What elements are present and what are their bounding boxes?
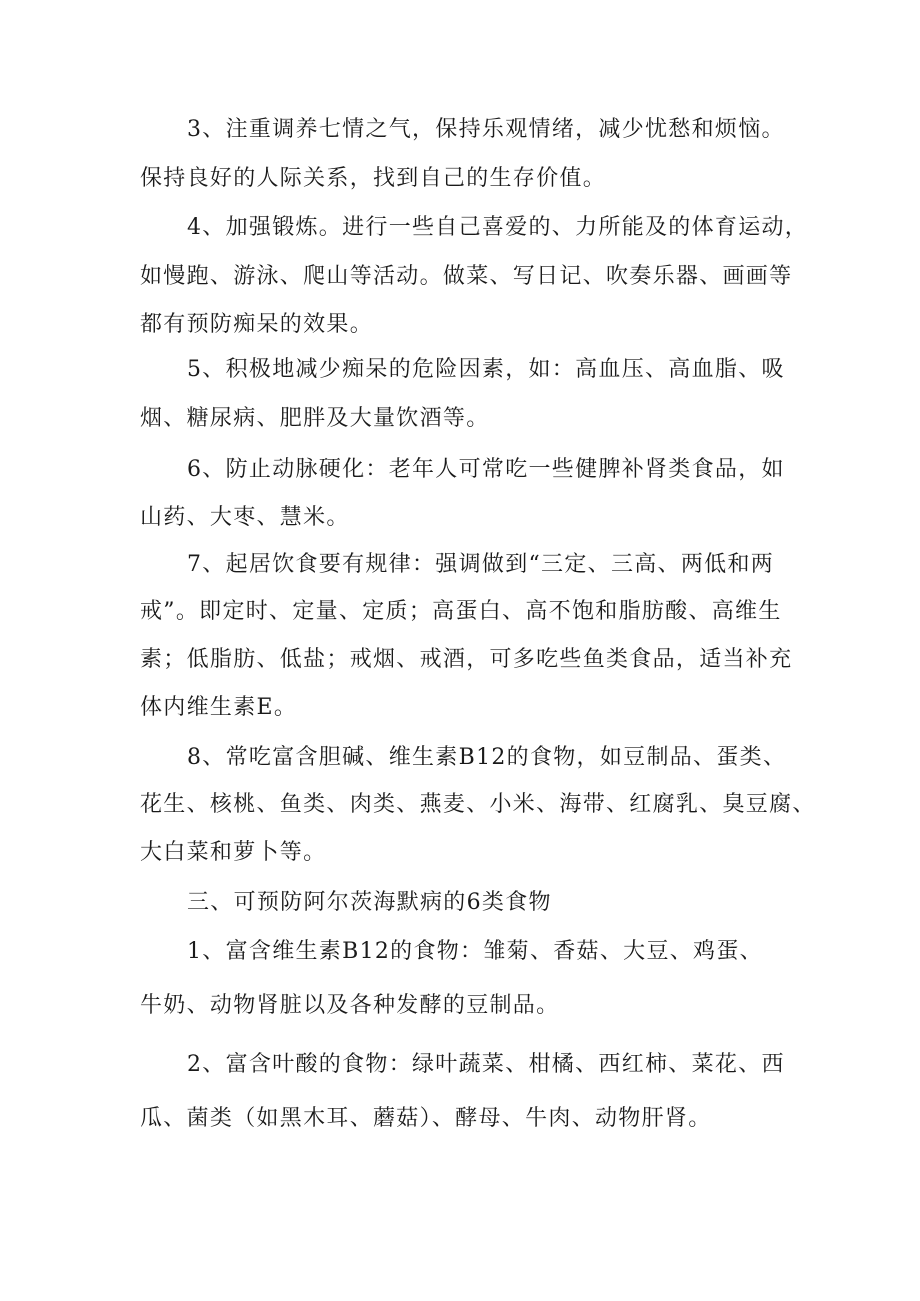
text-line: 4、加强锻炼。进行一些自己喜爱的、力所能及的体育运动，: [187, 215, 809, 240]
text-line: 牛奶、动物肾脏以及各种发酵的豆制品。: [140, 993, 560, 1018]
text-line: 6、防止动脉硬化：老年人可常吃一些健脾补肾类食品，如: [187, 457, 785, 482]
text-line: 5、积极地减少痴呆的危险因素，如：高血压、高血脂、吸: [187, 357, 785, 382]
text-line: 戒”。即定时、定量、定质；高蛋白、高不饱和脂肪酸、高维生: [140, 599, 782, 624]
text-line: 3、注重调养七情之气，保持乐观情绪，减少忧愁和烦恼。: [187, 117, 785, 142]
text-line: 7、起居饮食要有规律：强调做到“三定、三高、两低和两: [187, 552, 775, 577]
text-line: 1、富含维生素B12的食物：雏菊、香菇、大豆、鸡蛋、: [187, 939, 763, 964]
text-line: 保持良好的人际关系，找到自己的生存价值。: [140, 166, 607, 191]
section-heading: 三、可预防阿尔茨海默病的6类食物: [187, 890, 552, 915]
text-line: 如慢跑、游泳、爬山等活动。做菜、写日记、吹奏乐器、画画等: [140, 264, 793, 289]
text-line: 都有预防痴呆的效果。: [140, 312, 374, 337]
text-line: 花生、核桃、鱼类、肉类、燕麦、小米、海带、红腐乳、臭豆腐、: [140, 792, 816, 817]
text-line: 8、常吃富含胆碱、维生素B12的食物，如豆制品、蛋类、: [187, 745, 787, 770]
text-line: 瓜、菌类（如黑木耳、蘑菇）、酵母、牛肉、动物肝肾。: [140, 1106, 712, 1131]
text-line: 烟、糖尿病、肥胖及大量饮酒等。: [140, 406, 490, 431]
text-line: 体内维生素E。: [140, 695, 298, 720]
text-line: 2、富含叶酸的食物：绿叶蔬菜、柑橘、西红柿、菜花、西: [187, 1052, 785, 1077]
text-line: 素；低脂肪、低盐；戒烟、戒酒，可多吃些鱼类食品，适当补充: [140, 647, 793, 672]
text-line: 大白菜和萝卜等。: [140, 840, 327, 865]
text-line: 山药、大枣、慧米。: [140, 505, 350, 530]
